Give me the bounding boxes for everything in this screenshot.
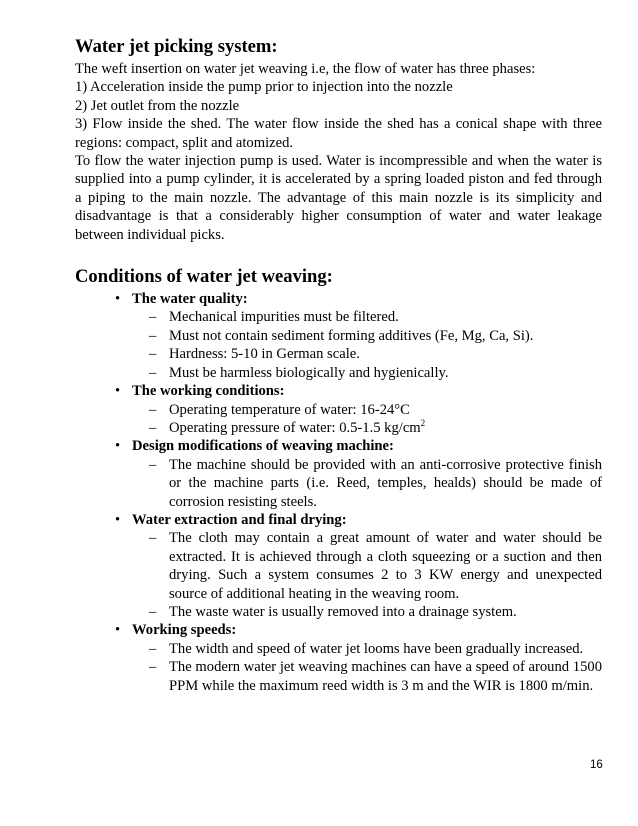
sub-item-text: Operating pressure of water: 0.5-1.5 kg/cm xyxy=(169,419,421,436)
dash-icon: – xyxy=(149,327,157,344)
sub-item-text: Operating temperature of water: 16-24°C xyxy=(169,401,410,418)
sub-list-item xyxy=(132,603,602,621)
sub-item-text: The waste water is usually removed into a drainage system. xyxy=(169,603,517,620)
section-heading-conditions: Conditions of water jet weaving: xyxy=(75,266,333,288)
sub-list-item xyxy=(132,419,602,437)
sub-list-item xyxy=(132,308,602,326)
bullet-icon: • xyxy=(115,511,121,528)
condition-title: The working conditions: xyxy=(132,383,285,400)
unit-superscript: 2 xyxy=(420,418,426,429)
paragraph-phase-1: 1) Acceleration inside the pump prior to injection into the nozzle xyxy=(75,79,453,96)
sub-list-item xyxy=(132,401,602,419)
sub-list-item xyxy=(132,456,602,511)
dash-icon: – xyxy=(149,401,157,418)
sub-list xyxy=(132,308,602,382)
list-item xyxy=(75,511,602,621)
bullet-icon: • xyxy=(115,622,121,639)
sub-item-text: Mechanical impurities must be filtered. xyxy=(169,309,399,326)
page-number: 16 xyxy=(590,759,603,771)
sub-list xyxy=(132,456,602,511)
dash-icon: – xyxy=(149,603,157,620)
paragraph-pump: To flow the water injection pump is used. Water is incompressible and when the water is supplied into a pump cylinder, it is accelerated by a spring loaded piston and fed through a piping to the main nozzle. The advantage of this main nozzle is its simplicity and disadvantage is that a considerably higher consumption of water and water leakage between individual picks. xyxy=(75,153,602,243)
document-page xyxy=(75,36,602,695)
condition-title: Working speeds: xyxy=(132,622,237,639)
conditions-list xyxy=(75,290,602,695)
dash-icon: – xyxy=(149,456,157,473)
dash-icon: – xyxy=(149,346,157,363)
paragraph-phase-2: 2) Jet outlet from the nozzle xyxy=(75,97,240,114)
bullet-icon: • xyxy=(115,383,121,400)
sub-list-item xyxy=(132,658,602,695)
dash-icon: – xyxy=(149,309,157,326)
sub-list xyxy=(132,401,602,438)
sub-list xyxy=(132,529,602,621)
list-item xyxy=(75,621,602,695)
list-item xyxy=(75,437,602,511)
sub-list-item xyxy=(132,327,602,345)
sub-list-item xyxy=(132,529,602,603)
sub-list-item xyxy=(132,640,602,658)
list-item xyxy=(75,290,602,382)
condition-title: The water quality: xyxy=(132,291,248,308)
paragraph-phase-3: 3) Flow inside the shed. The water flow inside the shed has a conical shape with three regions: compact, split and atomized. xyxy=(75,116,602,151)
sub-item-text: Must be harmless biologically and hygienically. xyxy=(169,364,449,381)
condition-title: Design modifications of weaving machine: xyxy=(132,438,394,455)
paragraph-intro: The weft insertion on water jet weaving i.e, the flow of water has three phases: xyxy=(75,61,536,77)
sub-list xyxy=(132,640,602,695)
bullet-icon: • xyxy=(115,438,121,455)
dash-icon: – xyxy=(149,419,157,436)
sub-list-item xyxy=(132,345,602,363)
section-heading-water-jet-picking: Water jet picking system: xyxy=(75,36,278,57)
sub-item-text: The modern water jet weaving machines can have a speed of around 1500 PPM while the maximum reed width is 3 m and the WIR is 1800 m/min. xyxy=(169,659,602,694)
sub-list-item xyxy=(132,364,602,382)
condition-title: Water extraction and final drying: xyxy=(132,511,347,528)
sub-item-text: The width and speed of water jet looms have been gradually increased. xyxy=(169,640,584,657)
list-item xyxy=(75,382,602,437)
sub-item-text: Must not contain sediment forming additives (Fe, Mg, Ca, Si). xyxy=(169,327,534,344)
dash-icon: – xyxy=(149,640,157,657)
sub-item-text: The machine should be provided with an anti-corrosive protective finish or the machine parts (i.e. Reed, temples, healds) should be made of corrosion resisting steels. xyxy=(169,456,602,510)
sub-item-text: Hardness: 5-10 in German scale. xyxy=(169,346,360,363)
bullet-icon: • xyxy=(115,291,121,308)
dash-icon: – xyxy=(149,364,157,381)
dash-icon: – xyxy=(149,659,157,676)
dash-icon: – xyxy=(149,530,157,547)
sub-item-text: The cloth may contain a great amount of water and water should be extracted. It is achieved through a cloth squeezing or a suction and then drying. Such a system consumes 2 to 3 KW energy and unexpected source of additional heating in the weaving room. xyxy=(169,530,602,602)
